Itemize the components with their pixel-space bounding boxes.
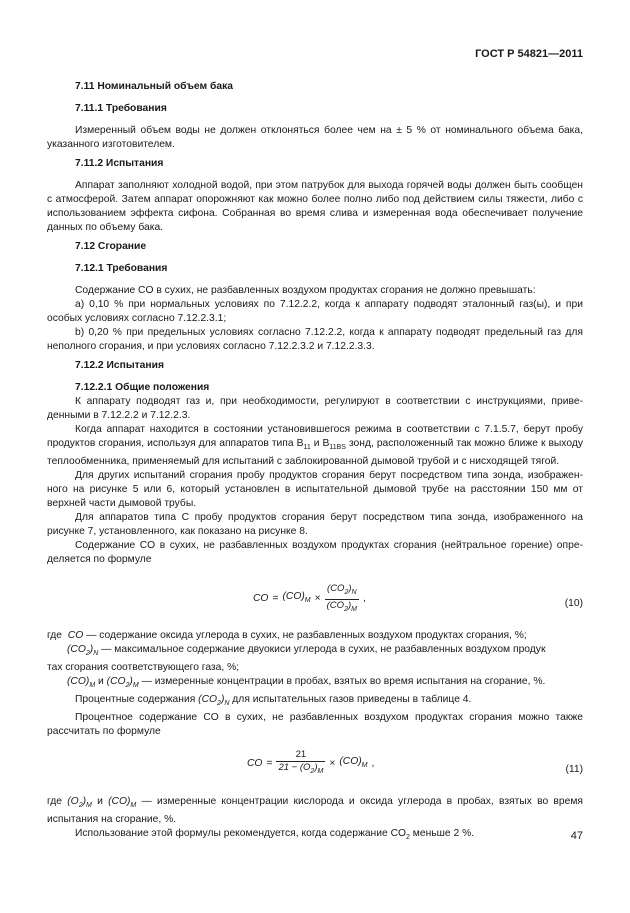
section-heading-7-12-2: 7.12.2 Испытания xyxy=(75,360,164,371)
paragraph: Аппарат заполняют холодной водой, при этом патрубок для выхода горячей воды должен быть сообщен с атмосферой. Затем аппарат опорожняют как можно более полно либо под действием силы тяжести, либо с использованием эффекта сифона. Собранная во время слива и измеренная вода обеспечивает получение данных по объему бака. xyxy=(47,180,583,233)
fraction: $\frac{(CO_2)_N}{(CO_2)_M}$ xyxy=(325,583,359,616)
section-heading-7-12-1: 7.12.1 Требования xyxy=(75,263,168,274)
paragraph: Измеренный объем воды не должен отклоняться более чем на ± 5 % от номинального объема бака, указанного изготовителем. xyxy=(47,125,583,150)
paragraph: b) 0,20 % при предельных условиях согласно 7.12.2.2, когда к аппарату подводят предельный газ для неполного сгорания, и при условиях согласно 7.12.2.3.2 и 7.12.2.3.3. xyxy=(47,327,583,352)
section-heading-7-11: 7.11 Номинальный объем бака xyxy=(75,81,233,92)
definitions-list xyxy=(47,629,583,693)
section-heading-7-11-2: 7.11.2 Испытания xyxy=(75,158,164,169)
document-body xyxy=(47,80,583,845)
section-heading-7-11-1: 7.11.1 Требования xyxy=(75,103,167,114)
paragraph: а) 0,10 % при нормальных условиях по 7.12.2.2, когда к аппарату подводят эталонный газ(ы), и при особых условиях согласно 7.12.2.3.1; xyxy=(47,299,583,324)
section-heading-7-12-2-1: 7.12.2.1 Общие положения xyxy=(75,382,210,393)
paragraph: Для других испытаний сгорания пробу продуктов сгорания берут посредством типа зонда, изображенного на рисунке 5 или 6, который установлен в испытательной дымовой трубе на расстоянии 150 мм от верхней части дымовой трубы. xyxy=(47,470,583,510)
paragraph: Содержание CO в сухих, не разбавленных воздухом продуктах сгорания не должно превышать: xyxy=(75,285,536,296)
document-header: ГОСТ Р 54821—2011 xyxy=(475,48,583,60)
formula-10: CO = $(CO)_M$ × $\frac{(CO_2)_N}{(CO_2)_M}$ , (10) xyxy=(47,583,583,629)
definition-continued: тах сгорания соответствующего газа, %; xyxy=(47,662,240,674)
page-number: 47 xyxy=(570,830,583,842)
paragraph: Содержание CO в сухих, не разбавленных воздухом продуктах сгорания (нейтральное горение) определяется по формуле xyxy=(47,540,583,566)
equation-number: (11) xyxy=(565,764,583,776)
paragraph: К аппарату подводят газ и, при необходимости, регулируют в соответствии с инструкциями, приведенными в 7.12.2.2 и 7.12.2.3. xyxy=(47,396,583,421)
paragraph: Процентное содержание CO в сухих, не разбавленных воздухом продуктах сгорания можно также рассчитать по формуле xyxy=(47,712,583,738)
formula-11: CO = $\frac{21}{21 - (O_2)_M}$ × $(CO)_M$ , (11) xyxy=(47,749,583,795)
paragraph: Когда аппарат находится в состоянии установившегося режима в соответствии с 7.1.5.7, берут пробу продуктов сгорания, используя для аппаратов типа $B_{11}$ и $B_{11BS}$ зонд, расположенный так можно ближе к выходу теплообменника, применяемый для испытаний с заблокированной дымовой трубой и с нисходящей тягой. xyxy=(47,424,583,468)
paragraph: Для аппаратов типа C пробу продуктов сгорания берут посредством типа зонда, изображенного на рисунке 7, установленного, как показано на рисунке 8. xyxy=(47,512,583,538)
paragraph: Процентные содержания $(CO_2)_N$ для испытательных газов приведены в таблице 4. xyxy=(75,694,472,708)
definition: $(CO_2)_N$ — максимальное содержание двуокиси углерода в сухих, не разбавленных воздухом продук xyxy=(67,644,546,658)
fraction: $\frac{21}{21 - (O_2)_M}$ xyxy=(276,749,325,778)
definition: где CO — содержание оксида углерода в сухих, не разбавленных воздухом продуктах сгорания, %; xyxy=(47,630,527,642)
definition: где $(O_2)_M$ и $(CO)_M$ — измеренные концентрации кислорода и оксида углерода в пробах, взятых во время испытания на сгорание, %. xyxy=(47,796,583,826)
paragraph: Использование этой формулы рекомендуется, когда содержание $CO_2$ меньше 2 %. xyxy=(75,828,475,842)
section-heading-7-12: 7.12 Сгорание xyxy=(75,241,147,252)
equation-number: (10) xyxy=(564,598,583,610)
definition: $(CO)_M$ и $(CO_2)_M$ — измеренные концентрации в пробах, взятых во время испытания на сгорание, %. xyxy=(67,676,546,690)
